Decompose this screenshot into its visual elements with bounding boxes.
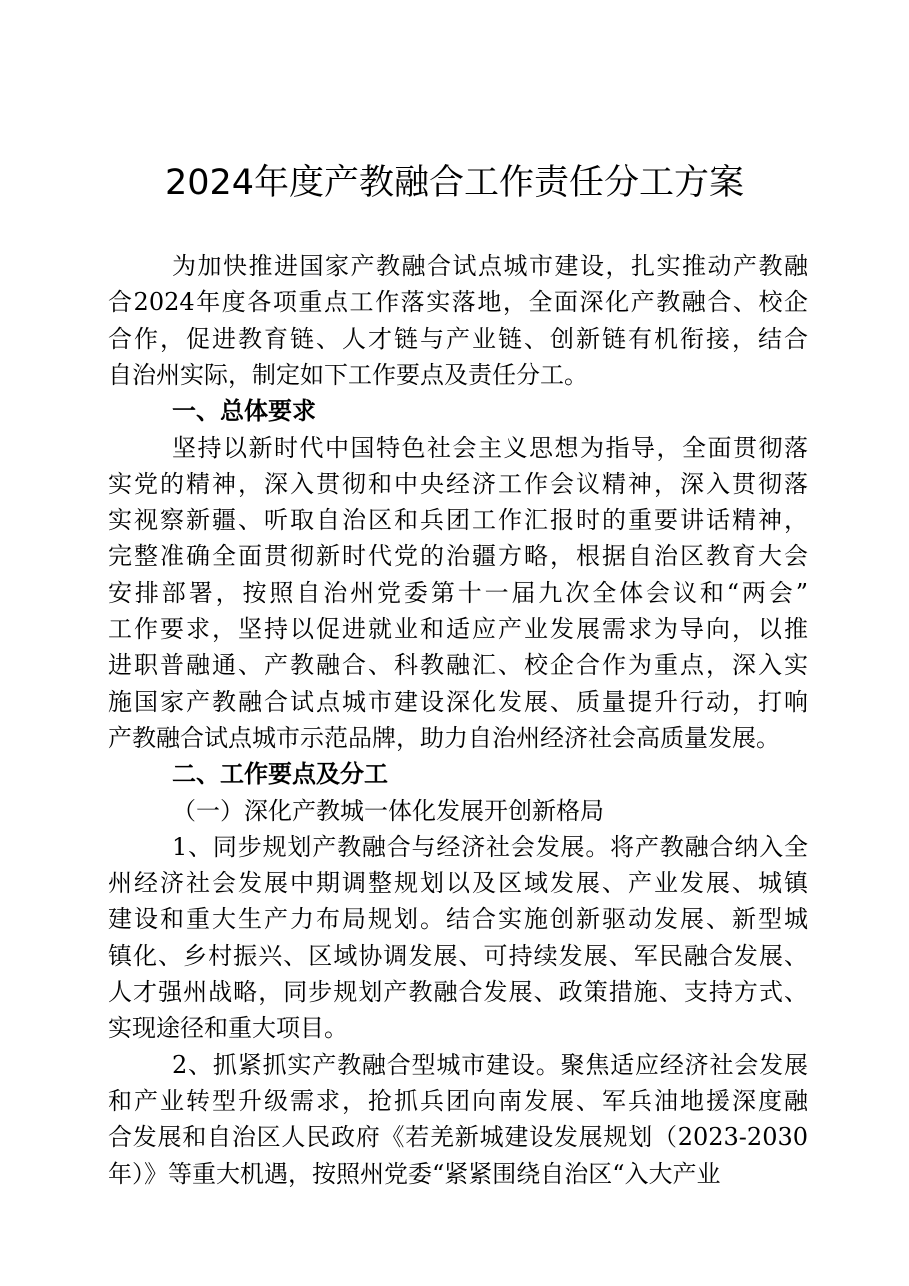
document-title: 2024年度产教融合工作责任分工方案 (164, 163, 745, 203)
paragraph-line: 自治州实际，制定如下工作要点及责任分工。 (108, 361, 588, 389)
paragraph-line: 施国家产教融合试点城市建设深化发展、质量提升行动，打响 (108, 688, 808, 716)
paragraph-line: 工作要求，坚持以促进就业和适应产业发展需求为导向，以推 (108, 615, 808, 643)
section-heading-2: 二、工作要点及分工 (172, 760, 388, 788)
paragraph-line: 人才强州战略，同步规划产教融合发展、政策措施、支持方式、 (108, 978, 808, 1006)
subsection-heading: （一）深化产教城一体化发展开创新格局 (172, 797, 604, 825)
paragraph-line: 产教融合试点城市示范品牌，助力自治州经济社会高质量发展。 (108, 724, 780, 752)
paragraph-line: 为加快推进国家产教融合试点城市建设，扎实推动产教融 (172, 252, 808, 280)
paragraph-line: 镇化、乡村振兴、区域协调发展、可持续发展、军民融合发展、 (108, 942, 808, 970)
section-heading-1: 一、总体要求 (172, 397, 316, 425)
paragraph-line: 安排部署，按照自治州党委第十一届九次全体会议和“两会” (108, 579, 808, 607)
paragraph-line: 建设和重大生产力布局规划。结合实施创新驱动发展、新型城 (108, 905, 808, 933)
paragraph-line: 进职普融通、产教融合、科教融汇、校企合作为重点，深入实 (108, 651, 808, 679)
paragraph-line: 完整准确全面贯彻新时代党的治疆方略，根据自治区教育大会 (108, 542, 808, 570)
paragraph-line: 州经济社会发展中期调整规划以及区域发展、产业发展、城镇 (108, 869, 808, 897)
paragraph-line: 实视察新疆、听取自治区和兵团工作汇报时的重要讲话精神， (108, 506, 808, 534)
paragraph-line: 2、抓紧抓实产教融合型城市建设。聚焦适应经济社会发展 (172, 1051, 808, 1079)
paragraph-line: 坚持以新时代中国特色社会主义思想为指导，全面贯彻落 (172, 434, 808, 462)
paragraph-line: 1、同步规划产教融合与经济社会发展。将产教融合纳入全 (172, 833, 808, 861)
paragraph-line: 实现途径和重大项目。 (108, 1014, 348, 1042)
paragraph-line: 合作，促进教育链、人才链与产业链、创新链有机衔接，结合 (108, 325, 808, 353)
paragraph-line: 实党的精神，深入贯彻和中央经济工作会议精神，深入贯彻落 (108, 470, 808, 498)
paragraph-line: 和产业转型升级需求，抢抓兵团向南发展、军兵油地援深度融 (108, 1087, 808, 1115)
paragraph-line: 合2024年度各项重点工作落实落地，全面深化产教融合、校企 (108, 288, 808, 316)
paragraph-line: 年）》等重大机遇，按照州党委“紧紧围绕自治区“入大产业 (108, 1160, 721, 1188)
paragraph-line: 合发展和自治区人民政府《若羌新城建设发展规划（2023-2030 (108, 1123, 808, 1151)
